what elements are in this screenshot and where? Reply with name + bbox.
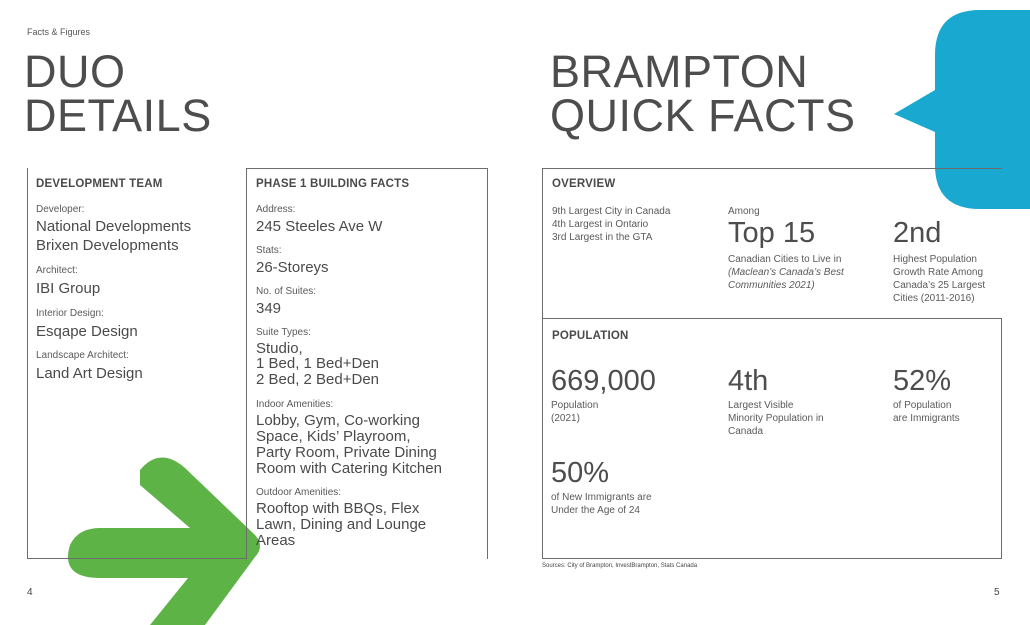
interior-design-label: Interior Design:	[36, 308, 104, 319]
title-line: DUO	[24, 46, 126, 97]
suites-value: 349	[256, 300, 282, 317]
address-label: Address:	[256, 204, 296, 215]
development-team-section	[36, 178, 241, 382]
section-heading: PHASE 1 BUILDING FACTS	[256, 178, 410, 190]
population-desc: (2021)	[551, 413, 580, 424]
top15-desc: Canadian Cities to Live in	[728, 254, 842, 265]
title-line: DETAILS	[24, 90, 212, 141]
among-label: Among	[728, 206, 760, 217]
landscape-value: Land Art Design	[36, 365, 143, 382]
suite-types-value: 1 Bed, 1 Bed+Den	[256, 355, 380, 372]
outdoor-amenities-value: Lawn, Dining and Lounge	[256, 516, 427, 533]
suites-label: No. of Suites:	[256, 286, 317, 297]
architect-label: Architect:	[36, 265, 78, 276]
top15-desc: (Maclean’s Canada’s Best	[728, 267, 844, 278]
young-immigrants-desc: Under the Age of 24	[551, 505, 640, 516]
minority-desc: Minority Population in	[728, 413, 824, 424]
indoor-amenities-value: Lobby, Gym, Co-working	[256, 412, 420, 429]
indoor-amenities-value: Room with Catering Kitchen	[256, 460, 442, 477]
landscape-label: Landscape Architect:	[36, 350, 129, 361]
developer-label: Developer:	[36, 204, 85, 215]
population-heading: POPULATION	[552, 330, 629, 342]
phase1-section	[256, 178, 484, 549]
growth-desc: Growth Rate Among	[893, 267, 984, 278]
immigrants-stat	[893, 366, 960, 425]
overview-rankings	[552, 205, 670, 244]
ranking-line: 4th Largest in Ontario	[552, 219, 649, 230]
suite-types-value: 2 Bed, 2 Bed+Den	[256, 371, 380, 388]
outdoor-amenities-value: Rooftop with BBQs, Flex	[256, 500, 420, 517]
interior-design-value: Esqape Design	[36, 323, 138, 340]
top15-value: Top 15	[728, 217, 816, 249]
suite-types-label: Suite Types:	[256, 327, 311, 338]
population-desc: Population	[551, 400, 599, 411]
suite-types-value: Studio,	[256, 340, 303, 357]
ranking-line: 9th Largest City in Canada	[552, 206, 671, 217]
top15-desc: Communities 2021)	[728, 280, 815, 291]
section-heading: DEVELOPMENT TEAM	[36, 178, 163, 190]
growth-desc: Cities (2011-2016)	[893, 293, 975, 304]
growth-value: 2nd	[893, 217, 942, 249]
growth-desc: Highest Population	[893, 254, 977, 265]
page-title-left	[24, 46, 212, 141]
growth-stat	[893, 218, 1003, 305]
population-box	[542, 318, 1002, 559]
page-number-left: 4	[27, 587, 33, 598]
developer-value: Brixen Developments	[36, 237, 179, 254]
indoor-amenities-value: Space, Kids’ Playroom,	[256, 428, 411, 445]
eyebrow-label: Facts & Figures	[27, 27, 91, 37]
top15-stat	[728, 205, 888, 292]
title-line: BRAMPTON	[550, 46, 809, 97]
young-immigrants-stat	[551, 458, 652, 517]
population-value: 669,000	[551, 365, 656, 397]
minority-value: 4th	[728, 365, 769, 397]
growth-desc: Canada’s 25 Largest	[893, 280, 986, 291]
population-stat	[551, 366, 656, 425]
minority-desc: Largest Visible	[728, 400, 794, 411]
overview-heading: OVERVIEW	[552, 178, 616, 190]
stats-label: Stats:	[256, 245, 282, 256]
minority-desc: Canada	[728, 426, 764, 437]
page-number-right: 5	[994, 587, 1000, 598]
developer-value: National Developments	[36, 218, 192, 235]
page-title-right	[550, 46, 856, 141]
architect-value: IBI Group	[36, 280, 101, 297]
stats-value: 26-Storeys	[256, 259, 329, 276]
indoor-amenities-label: Indoor Amenities:	[256, 399, 334, 410]
indoor-amenities-value: Party Room, Private Dining	[256, 444, 437, 461]
young-immigrants-desc: of New Immigrants are	[551, 492, 652, 503]
address-value: 245 Steeles Ave W	[256, 218, 383, 235]
outdoor-amenities-label: Outdoor Amenities:	[256, 487, 342, 498]
minority-stat	[728, 366, 824, 438]
immigrants-desc: of Population	[893, 400, 952, 411]
young-immigrants-value: 50%	[551, 457, 610, 489]
sources-note: Sources: City of Brampton, InvestBrampton, Stats Canada	[542, 563, 698, 569]
outdoor-amenities-value: Areas	[256, 532, 296, 549]
immigrants-value: 52%	[893, 365, 952, 397]
ranking-line: 3rd Largest in the GTA	[552, 232, 653, 243]
immigrants-desc: are Immigrants	[893, 413, 960, 424]
title-line: QUICK FACTS	[550, 90, 856, 141]
